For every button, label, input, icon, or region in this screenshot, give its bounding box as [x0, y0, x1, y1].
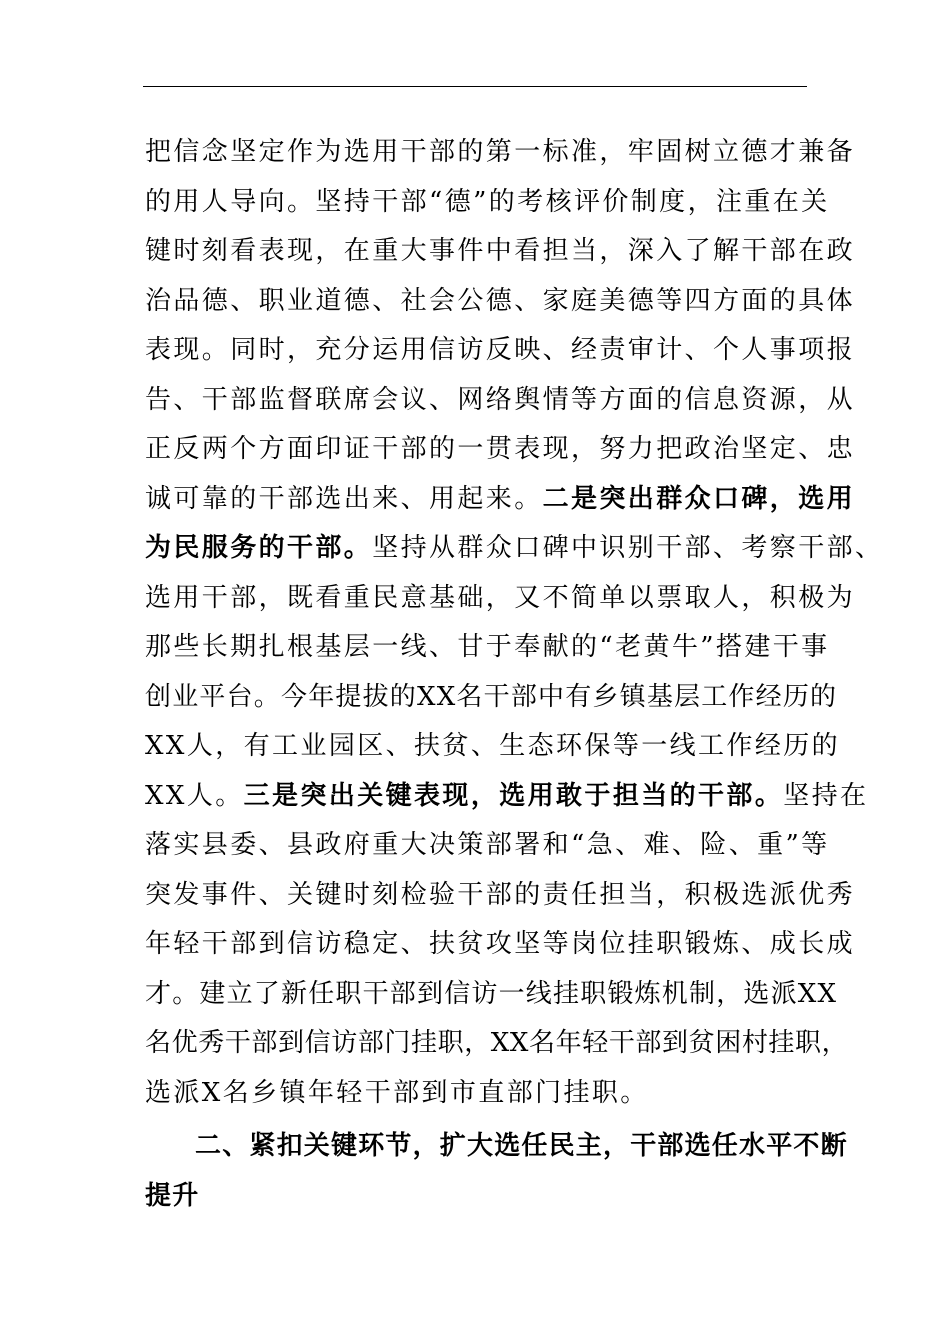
heading-line: 二、紧扣关键环节，扩大选任民主，干部选任水平不断: [195, 1131, 848, 1161]
paragraph-line: [145, 524, 884, 574]
paragraph-line: 名优秀干部到信访部门挂职，XX名年轻干部到贫困村挂职，: [145, 1028, 849, 1058]
header-rule: [143, 86, 807, 87]
paragraph-text: XX人。: [145, 780, 244, 811]
paragraph-text: 坚持在: [783, 780, 869, 811]
bold-phrase: 二是突出群众口碑，选用: [542, 483, 856, 514]
paragraph-line: 告、干部监督联席会议、网络舆情等方面的信息资源，从: [145, 384, 856, 415]
paragraph-line: 键时刻看表现，在重大事件中看担当，深入了解干部在政: [145, 236, 856, 266]
paragraph-line: 创业平台。今年提拔的XX名干部中有乡镇基层工作经历的: [145, 681, 838, 712]
paragraph-text: 坚持从群众口碑中识别干部、考察干部、: [372, 533, 884, 563]
paragraph-line: 治品德、职业道德、社会公德、家庭美德等四方面的具体: [145, 285, 856, 316]
paragraph-line: 选用干部，既看重民意基础，又不简单以票取人，积极为: [145, 582, 856, 613]
bold-phrase: 为民服务的干部。: [145, 533, 373, 563]
paragraph-line: [145, 475, 856, 525]
paragraph-line: 那些长期扎根基层一线、甘于奉献的“老黄牛”搭建干事: [145, 632, 830, 662]
bold-phrase: 三是突出关键表现，选用敢于担当的干部。: [243, 780, 784, 811]
heading-line: 提升: [145, 1180, 200, 1211]
paragraph-line: [145, 772, 869, 822]
section-heading: [145, 1122, 848, 1221]
paragraph-text: 诚可靠的干部选出来、用起来。: [145, 483, 543, 514]
paragraph-line: 把信念坚定作为选用干部的第一标准，牢固树立德才兼备: [145, 137, 856, 167]
paragraph-line: 选派X名乡镇年轻干部到市直部门挂职。: [145, 1077, 649, 1108]
body-paragraph: [145, 128, 884, 1118]
paragraph-line: 的用人导向。坚持干部“德”的考核评价制度，注重在关: [145, 186, 830, 217]
paragraph-line: 落实县委、县政府重大决策部署和“急、难、险、重”等: [145, 830, 830, 860]
paragraph-line: 表现。同时，充分运用信访反映、经责审计、个人事项报: [145, 335, 856, 365]
paragraph-line: 正反两个方面印证干部的一贯表现，努力把政治坚定、忠: [145, 434, 856, 464]
paragraph-line: 年轻干部到信访稳定、扶贫攻坚等岗位挂职锻炼、成长成: [145, 929, 856, 959]
paragraph-line: 突发事件、关键时刻检验干部的责任担当，积极选派优秀: [145, 879, 856, 910]
paragraph-line: 才。建立了新任职干部到信访一线挂职锻炼机制，选派XX: [145, 978, 838, 1009]
paragraph-line: XX人，有工业园区、扶贫、生态环保等一线工作经历的: [145, 731, 841, 761]
